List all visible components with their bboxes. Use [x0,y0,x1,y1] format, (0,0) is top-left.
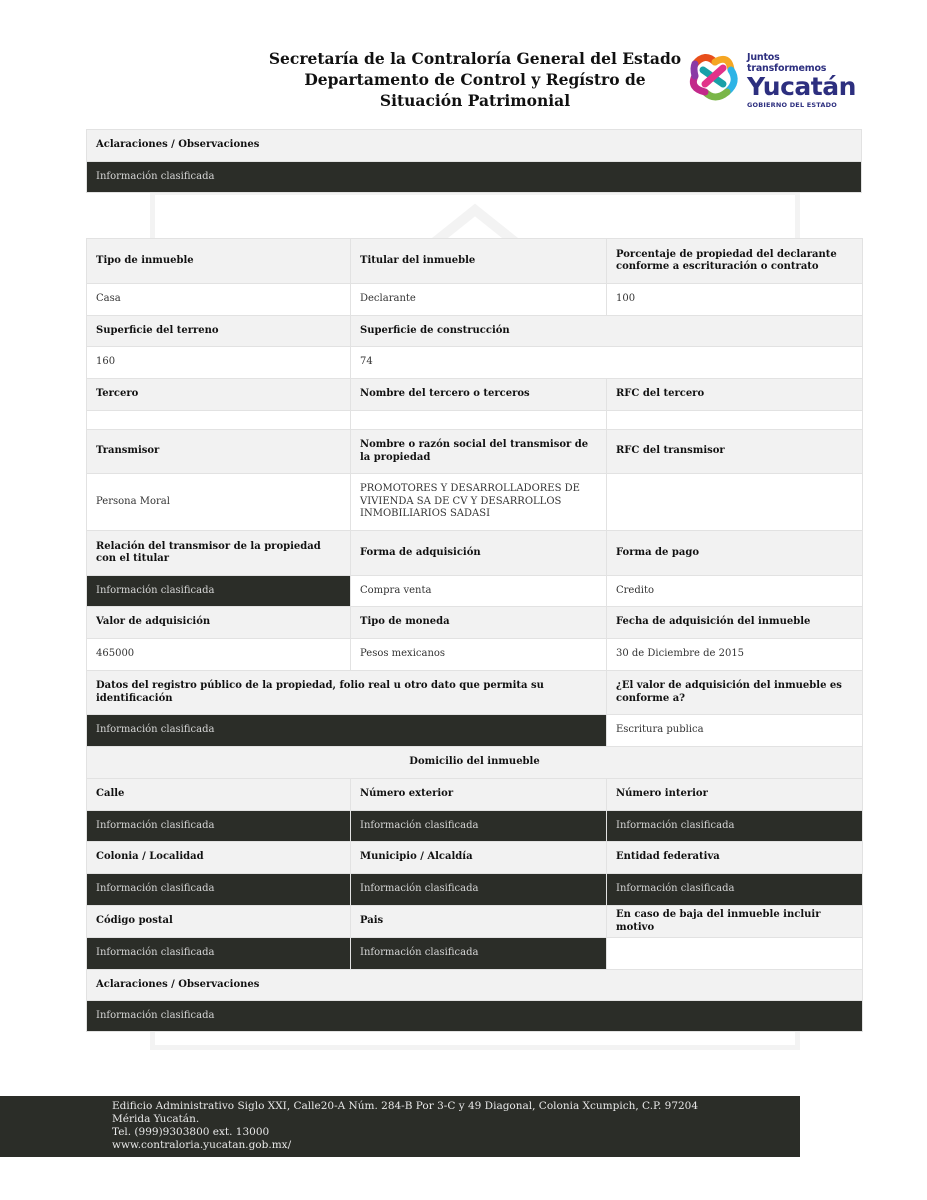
yucatan-logo [685,48,860,108]
forma-pago-value: Credito [607,576,863,607]
nombre-transmisor-label: Nombre o razón social del transmisor de la propiedad [351,430,607,474]
logo-subtitle: GOBIERNO DEL ESTADO [747,101,837,109]
relacion-label: Relación del transmisor de la propiedad con el titular [87,531,351,576]
logo-emblem-icon [685,48,741,104]
forma-adquisicion-value: Compra venta [351,576,607,607]
table-row [87,284,863,316]
pais-label: Pais [351,906,607,938]
page-footer [0,1096,800,1157]
forma-adquisicion-label: Forma de adquisición [351,531,607,576]
transmisor-label: Transmisor [87,430,351,474]
footer-website: www.contraloria.yucatan.gob.mx/ [112,1139,292,1151]
cp-value: Información clasificada [87,938,351,970]
num-ext-label: Número exterior [351,779,607,811]
municipio-value: Información clasificada [351,874,607,906]
table-row [87,347,863,379]
table-row [87,938,863,970]
rfc-transmisor-label: RFC del transmisor [607,430,863,474]
aclaraciones-bottom-value: Información clasificada [87,1001,863,1032]
table-row [87,239,863,284]
porcentaje-value: 100 [607,284,863,316]
num-int-value: Información clasificada [607,811,863,842]
footer-phone: Tel. (999)9303800 ext. 13000 [112,1126,270,1138]
title-line-1: Secretaría de la Contraloría General del Estado [268,49,682,68]
footer-city: Mérida Yucatán. [112,1113,200,1125]
title-line-3: Situación Patrimonial [379,91,571,110]
rfc-tercero-label: RFC del tercero [607,379,863,411]
inmueble-table [86,238,863,1032]
sup-construccion-label: Superficie de construcción [351,316,863,347]
table-row [87,531,863,576]
relacion-value: Información clasificada [87,576,351,607]
table-row [87,1001,863,1032]
table-row [87,430,863,474]
conforme-value: Escritura publica [607,715,863,747]
conforme-label: ¿El valor de adquisición del inmueble es conforme a? [607,671,863,715]
page-title [250,48,700,111]
entidad-label: Entidad federativa [607,842,863,874]
nombre-transmisor-value: PROMOTORES Y DESARROLLADORES DE VIVIENDA SA DE CV Y DESARROLLOS INMOBILIARIOS SADASI [351,474,607,531]
sup-terreno-value: 160 [87,347,351,379]
moneda-label: Tipo de moneda [351,607,607,639]
num-int-label: Número interior [607,779,863,811]
table-row [87,316,863,347]
table-row [87,639,863,671]
baja-label: En caso de baja del inmueble incluir motivo [607,906,863,938]
table-row [87,474,863,531]
municipio-label: Municipio / Alcaldía [351,842,607,874]
domicilio-title: Domicilio del inmueble [87,747,863,779]
aclaraciones-top-table [86,129,862,193]
rfc-tercero-value [607,411,863,430]
title-line-2: Departamento de Control y Regístro de [304,70,646,89]
moneda-value: Pesos mexicanos [351,639,607,671]
registro-label: Datos del registro público de la propiedad, folio real u otro dato que permita su identificación [87,671,607,715]
tercero-value [87,411,351,430]
transmisor-value: Persona Moral [87,474,351,531]
tipo-inmueble-value: Casa [87,284,351,316]
porcentaje-label: Porcentaje de propiedad del declarante conforme a escrituración o contrato [607,239,863,284]
baja-value [607,938,863,970]
table-row [87,379,863,411]
table-row [87,874,863,906]
colonia-value: Información clasificada [87,874,351,906]
pais-value: Información clasificada [351,938,607,970]
aclaraciones-top-value: Información clasificada [87,162,862,193]
table-row [87,906,863,938]
footer-address: Edificio Administrativo Siglo XXI, Calle20-A Núm. 284-B Por 3-C y 49 Diagonal, Colonia Xcumpich, C.P. 97204 [112,1100,699,1112]
calle-value: Información clasificada [87,811,351,842]
titular-value: Declarante [351,284,607,316]
logo-wordmark: Yucatán [747,72,856,101]
nombre-tercero-value [351,411,607,430]
titular-label: Titular del inmueble [351,239,607,284]
entidad-value: Información clasificada [607,874,863,906]
tipo-inmueble-label: Tipo de inmueble [87,239,351,284]
valor-label: Valor de adquisición [87,607,351,639]
table-row [87,779,863,811]
valor-value: 465000 [87,639,351,671]
colonia-label: Colonia / Localidad [87,842,351,874]
table-row [87,842,863,874]
registro-value: Información clasificada [87,715,607,747]
table-row [87,747,863,779]
rfc-transmisor-value [607,474,863,531]
num-ext-value: Información clasificada [351,811,607,842]
table-row [87,607,863,639]
sup-construccion-value: 74 [351,347,863,379]
table-row [87,970,863,1001]
logo-tagline: Juntos transformemos [747,52,827,74]
fecha-label: Fecha de adquisición del inmueble [607,607,863,639]
sup-terreno-label: Superficie del terreno [87,316,351,347]
table-row [87,715,863,747]
table-row [87,411,863,430]
table-row [87,671,863,715]
table-row [87,811,863,842]
aclaraciones-top-label: Aclaraciones / Observaciones [87,130,862,162]
nombre-tercero-label: Nombre del tercero o terceros [351,379,607,411]
table-row [87,576,863,607]
tercero-label: Tercero [87,379,351,411]
fecha-value: 30 de Diciembre de 2015 [607,639,863,671]
cp-label: Código postal [87,906,351,938]
forma-pago-label: Forma de pago [607,531,863,576]
aclaraciones-bottom-label: Aclaraciones / Observaciones [87,970,863,1001]
calle-label: Calle [87,779,351,811]
